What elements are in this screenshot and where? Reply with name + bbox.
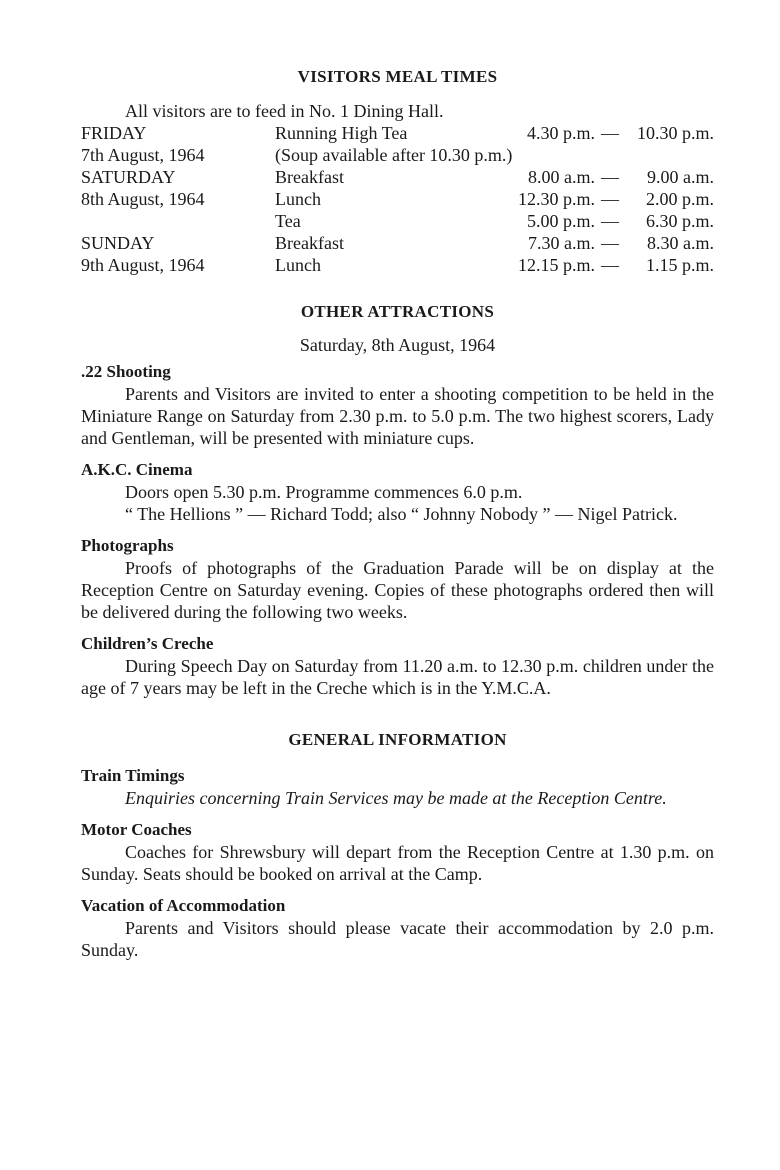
meal-cell: Breakfast (275, 167, 344, 187)
to-time-cell: 10.30 p.m. (636, 123, 714, 143)
section-train-timings (81, 765, 714, 809)
section-vacation (81, 895, 714, 961)
meal-cell: Running High Tea (275, 123, 408, 143)
section-paragraph: Enquiries concerning Train Services may be made at the Reception Centre. (125, 788, 667, 808)
section-paragraph: During Speech Day on Saturday from 11.20 a.m. to 12.30 p.m. children under the age of 7 years may be left in the Creche which is in the Y.M.C.A. (81, 656, 714, 698)
meal-times-table (81, 122, 714, 276)
to-time-cell: 6.30 p.m. (645, 211, 714, 231)
meal-times-title: VISITORS MEAL TIMES (297, 67, 498, 86)
section-heading: .22 Shooting (81, 362, 171, 381)
day-cell: 9th August, 1964 (81, 255, 205, 275)
section-creche (81, 633, 714, 699)
section-paragraph: Doors open 5.30 p.m. Programme commences 6.0 p.m. (125, 482, 523, 502)
day-cell: SUNDAY (81, 233, 155, 253)
section-heading: Vacation of Accommodation (81, 896, 286, 915)
section-paragraph: Parents and Visitors should please vacate their accommodation by 2.0 p.m. Sunday. (81, 918, 714, 960)
table-row (81, 232, 714, 254)
from-time-cell: 8.00 a.m. (528, 167, 595, 187)
table-row (81, 210, 714, 232)
meal-cell: Lunch (275, 255, 321, 275)
meal-cell: Lunch (275, 189, 321, 209)
section-shooting (81, 361, 714, 449)
dash-cell: — (601, 211, 619, 231)
table-row (81, 188, 714, 210)
section-heading: A.K.C. Cinema (81, 460, 193, 479)
other-attractions-date: Saturday, 8th August, 1964 (299, 335, 496, 355)
section-paragraph: “ The Hellions ” — Richard Todd; also “ Johnny Nobody ” — Nigel Patrick. (125, 504, 678, 524)
table-row (81, 166, 714, 188)
to-time-cell: 1.15 p.m. (645, 255, 714, 275)
section-paragraph: Proofs of photographs of the Graduation Parade will be on display at the Reception Centre on Saturday evening. Copies of these photographs ordered then will be delivered during the following two weeks. (81, 558, 714, 622)
meal-note-cell: (Soup available after 10.30 p.m.) (275, 145, 513, 165)
meal-cell: Breakfast (275, 233, 344, 253)
day-cell: SATURDAY (81, 167, 176, 187)
section-cinema (81, 459, 714, 525)
section-heading: Children’s Creche (81, 634, 214, 653)
section-heading: Train Timings (81, 766, 185, 785)
table-row (81, 254, 714, 276)
dash-cell: — (601, 167, 619, 187)
table-row (81, 144, 714, 166)
to-time-cell: 8.30 a.m. (647, 233, 714, 253)
day-cell: FRIDAY (81, 123, 147, 143)
section-photographs (81, 535, 714, 623)
dash-cell: — (601, 123, 619, 143)
document-page (81, 66, 714, 961)
day-cell: 7th August, 1964 (81, 145, 205, 165)
section-heading: Photographs (81, 536, 174, 555)
section-paragraph: Coaches for Shrewsbury will depart from the Reception Centre at 1.30 p.m. on Sunday. Seats should be booked on arrival at the Camp. (81, 842, 714, 884)
section-motor-coaches (81, 819, 714, 885)
day-cell (81, 210, 275, 232)
section-paragraph: Parents and Visitors are invited to enter a shooting competition to be held in the Miniature Range on Saturday from 2.30 p.m. to 5.0 p.m. The two highest scorers, Lady and Gentleman, will be presented with miniature cups. (81, 384, 714, 448)
from-time-cell: 12.30 p.m. (517, 189, 595, 209)
to-time-cell: 2.00 p.m. (645, 189, 714, 209)
to-time-cell: 9.00 a.m. (647, 167, 714, 187)
table-row (81, 122, 714, 144)
meal-times-intro: All visitors are to feed in No. 1 Dining Hall. (125, 101, 444, 121)
general-information-title: GENERAL INFORMATION (288, 730, 507, 749)
section-heading: Motor Coaches (81, 820, 192, 839)
other-attractions-title: OTHER ATTRACTIONS (300, 302, 495, 321)
from-time-cell: 5.00 p.m. (526, 211, 595, 231)
from-time-cell: 7.30 a.m. (528, 233, 595, 253)
from-time-cell: 12.15 p.m. (517, 255, 595, 275)
from-time-cell: 4.30 p.m. (526, 123, 595, 143)
dash-cell: — (601, 189, 619, 209)
dash-cell: — (601, 233, 619, 253)
meal-cell: Tea (275, 211, 301, 231)
day-cell: 8th August, 1964 (81, 189, 205, 209)
dash-cell: — (601, 255, 619, 275)
